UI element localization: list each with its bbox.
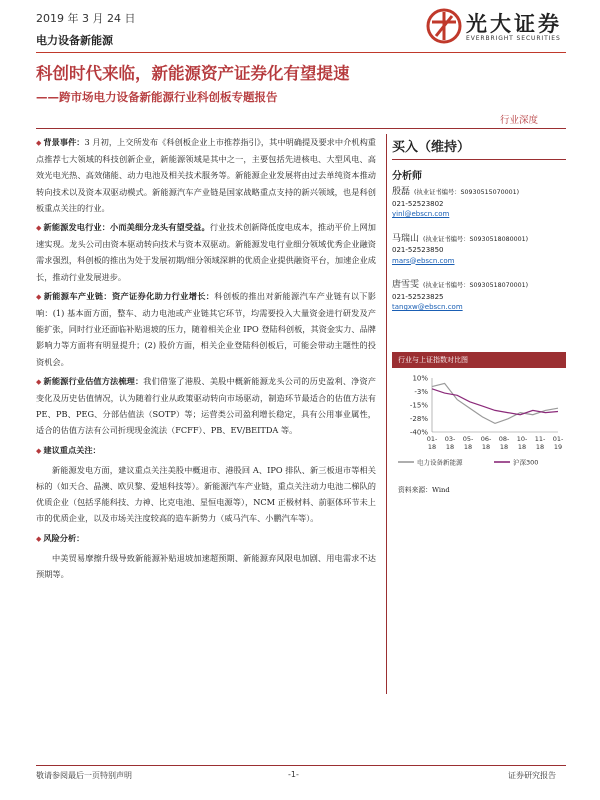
column-divider (386, 134, 387, 694)
analyst-cert: (执业证书编号：S0930518080001) (423, 235, 529, 243)
title-divider (36, 128, 566, 129)
footer-disclaimer: 敬请参阅最后一页特别声明 (36, 771, 132, 780)
x-tick-label: 18 (445, 443, 455, 451)
report-date: 2019 年 3 月 24 日 (36, 12, 136, 25)
series-line (432, 389, 558, 415)
paragraph-ev-chain (36, 288, 376, 370)
legend-label: 沪深300 (513, 458, 539, 467)
paragraph-text: 科创板的推出对新能源汽车产业链有以下影响：(1) 基本面方面，整车、动力电池或产业链其它环节，均需要投入大量资金进行研发及产能扩张，同时行业还面临补贴退坡的压力，随着相关企业 IPO 登陆科创板，其资金实力、品牌影响力等方面将有明显提升；(2) 股价方面，相关企业登陆科创板后，可能会带动主题性的投资机会。 (36, 290, 376, 367)
x-tick-label: 11- (534, 435, 546, 443)
paragraph-head: 风险分析： (43, 532, 85, 543)
report-body (36, 134, 376, 585)
x-tick-label: 18 (535, 443, 545, 451)
analyst-name: 殷磊 (392, 187, 411, 197)
paragraph-recommend-head (36, 442, 376, 459)
y-tick-label: -40% (409, 428, 428, 437)
x-tick-label: 01- (552, 435, 564, 443)
header-divider (36, 52, 566, 53)
y-tick-label: 10% (412, 374, 428, 383)
paragraph-valuation (36, 373, 376, 439)
report-type: 行业深度 (500, 115, 539, 126)
company-logo (426, 6, 566, 48)
y-tick-label: -3% (414, 388, 428, 396)
paragraph-head: 新能源发电行业：小而美细分龙头有望受益。 (43, 222, 210, 233)
footer-label: 证券研究报告 (508, 771, 556, 780)
paragraph-text: 行业技术创新降低度电成本，推动平价上网加速实现。龙头公司由资本驱动转向技术与资本双驱动。新能源发电行业细分领域优秀企业融资需求强烈，科创板的推出为处于发展初期/细分领域深耕的优质企业提供融资平台，加速企业成长，推动行业发展进步。 (36, 222, 376, 282)
sector-name: 电力设备新能源 (36, 34, 113, 47)
chart-canvas (392, 370, 566, 482)
diamond-bullet-icon: ◆ (36, 224, 42, 233)
logo-mark-icon (426, 8, 462, 44)
analyst-email-link[interactable]: tangxw@ebscn.com (392, 303, 463, 311)
x-tick-label: 06- (480, 435, 492, 443)
paragraph-head: 建议重点关注： (43, 444, 101, 455)
series-line (432, 383, 558, 423)
legend-label: 电力设备新能源 (417, 458, 463, 467)
analyst-email-link[interactable]: mars@ebscn.com (392, 256, 455, 265)
paragraph-power-generation (36, 219, 376, 285)
investment-rating: 买入（维持） (392, 140, 471, 155)
analyst-cert: (执业证书编号：S0930515070001) (414, 189, 520, 196)
index-comparison-chart (392, 352, 566, 494)
chart-title: 行业与上证指数对比图 (392, 352, 566, 368)
y-tick-label: -28% (409, 415, 428, 423)
analyst-title: 分析师 (392, 171, 422, 182)
logo-text-cn: 光大证券 (466, 12, 562, 36)
sidebar (392, 136, 566, 327)
paragraph-head: 背景事件： (43, 137, 85, 147)
analyst-name: 唐雪雯 (392, 280, 420, 290)
analyst-phone: 021-52523802 (392, 199, 444, 208)
analyst-email-link[interactable]: yinl@ebscn.com (392, 210, 450, 218)
page-number: -1- (288, 770, 299, 779)
diamond-bullet-icon: ◆ (36, 446, 42, 455)
logo-text-en: EVERBRIGHT SECURITIES (466, 35, 561, 42)
diamond-bullet-icon: ◆ (36, 534, 42, 543)
y-tick-label: -15% (409, 401, 428, 410)
diamond-bullet-icon: ◆ (36, 292, 42, 301)
paragraph-background (36, 134, 376, 216)
paragraph-recommend-text: 新能源发电方面，建议重点关注美股中概退市、港股回 A、IPO 排队、新三板退市等相关标的（如天合、晶澳、欧贝黎、爱旭科技等）。新能源汽车产业链，重点关注动力电池二梯队的优质企业（包括孚能科技、力神、比克电池、星恒电源等），NCM 正极材料、前驱体环节未上市的优质企业，以及市场关注度较高的造车新势力（威马汽车、小鹏汽车等）。 (36, 464, 376, 524)
x-tick-label: 10- (516, 435, 528, 443)
analyst-phone: 021-52523825 (392, 292, 444, 301)
x-tick-label: 18 (499, 443, 509, 451)
x-tick-label: 18 (481, 443, 491, 451)
x-tick-label: 08- (498, 435, 510, 443)
diamond-bullet-icon: ◆ (36, 377, 42, 386)
analyst-name: 马瑞山 (392, 233, 420, 244)
x-tick-label: 05- (462, 435, 474, 443)
footer-divider (36, 765, 566, 766)
x-tick-label: 19 (553, 443, 563, 451)
x-tick-label: 03- (444, 435, 456, 443)
paragraph-text: 3 月初，上交所发布《科创板企业上市推荐指引》，其中明确提及要求中介机构重点推荐七大领域的科技创新企业，新能源领域是其中之一，主要包括先进核电、大型风电、高效光电光热、高效储能、动力电池及相关技术服务等。新能源企业发展将由过去单纯资本推动转向技术以及资本双驱动模式。新能源汽车产业链是国家战略重点支持的新兴领域，也是科创板重点关注的行业。 (36, 137, 376, 213)
rating-divider (392, 159, 566, 160)
analyst-card (392, 187, 566, 220)
x-tick-label: 18 (463, 443, 473, 451)
paragraph-head: 新能源行业估值方法梳理： (43, 375, 144, 386)
chart-source: 资料来源：Wind (398, 486, 450, 494)
analyst-card (392, 234, 566, 267)
x-tick-label: 18 (427, 443, 437, 451)
analyst-cert: (执业证书编号：S0930518070001) (423, 282, 529, 289)
x-tick-label: 18 (517, 443, 527, 451)
paragraph-text: 我们借鉴了港股、美股中概新能源龙头公司的历史盈利、净资产变化及历史估值情况，认为随着行业从政策驱动转向市场驱动，制造环节最适合的估值方法有 PE、PB、PEG、分部估值法（SOTP）等；运营类公司盈利增长稳定，具有公用事业属性，适合的估值方法有公司折现现金流法（FCFF）、PB、EV/BEITDA 等。 (36, 375, 376, 436)
analyst-card (392, 280, 566, 313)
diamond-bullet-icon: ◆ (36, 139, 42, 147)
paragraph-head: 新能源车产业链：资产证券化助力行业增长： (43, 290, 215, 301)
paragraph-risk-head (36, 530, 376, 547)
report-title: 科创时代来临，新能源资产证券化有望提速 (36, 64, 350, 83)
paragraph-risk-text: 中美贸易摩擦升级导致新能源补贴退坡加速超预期、新能源弃风限电加剧、用电需求不达预期等。 (36, 552, 376, 580)
analyst-phone: 021-52523850 (392, 246, 444, 254)
x-tick-label: 01- (426, 435, 438, 443)
report-subtitle: ——跨市场电力设备新能源行业科创板专题报告 (36, 90, 278, 104)
